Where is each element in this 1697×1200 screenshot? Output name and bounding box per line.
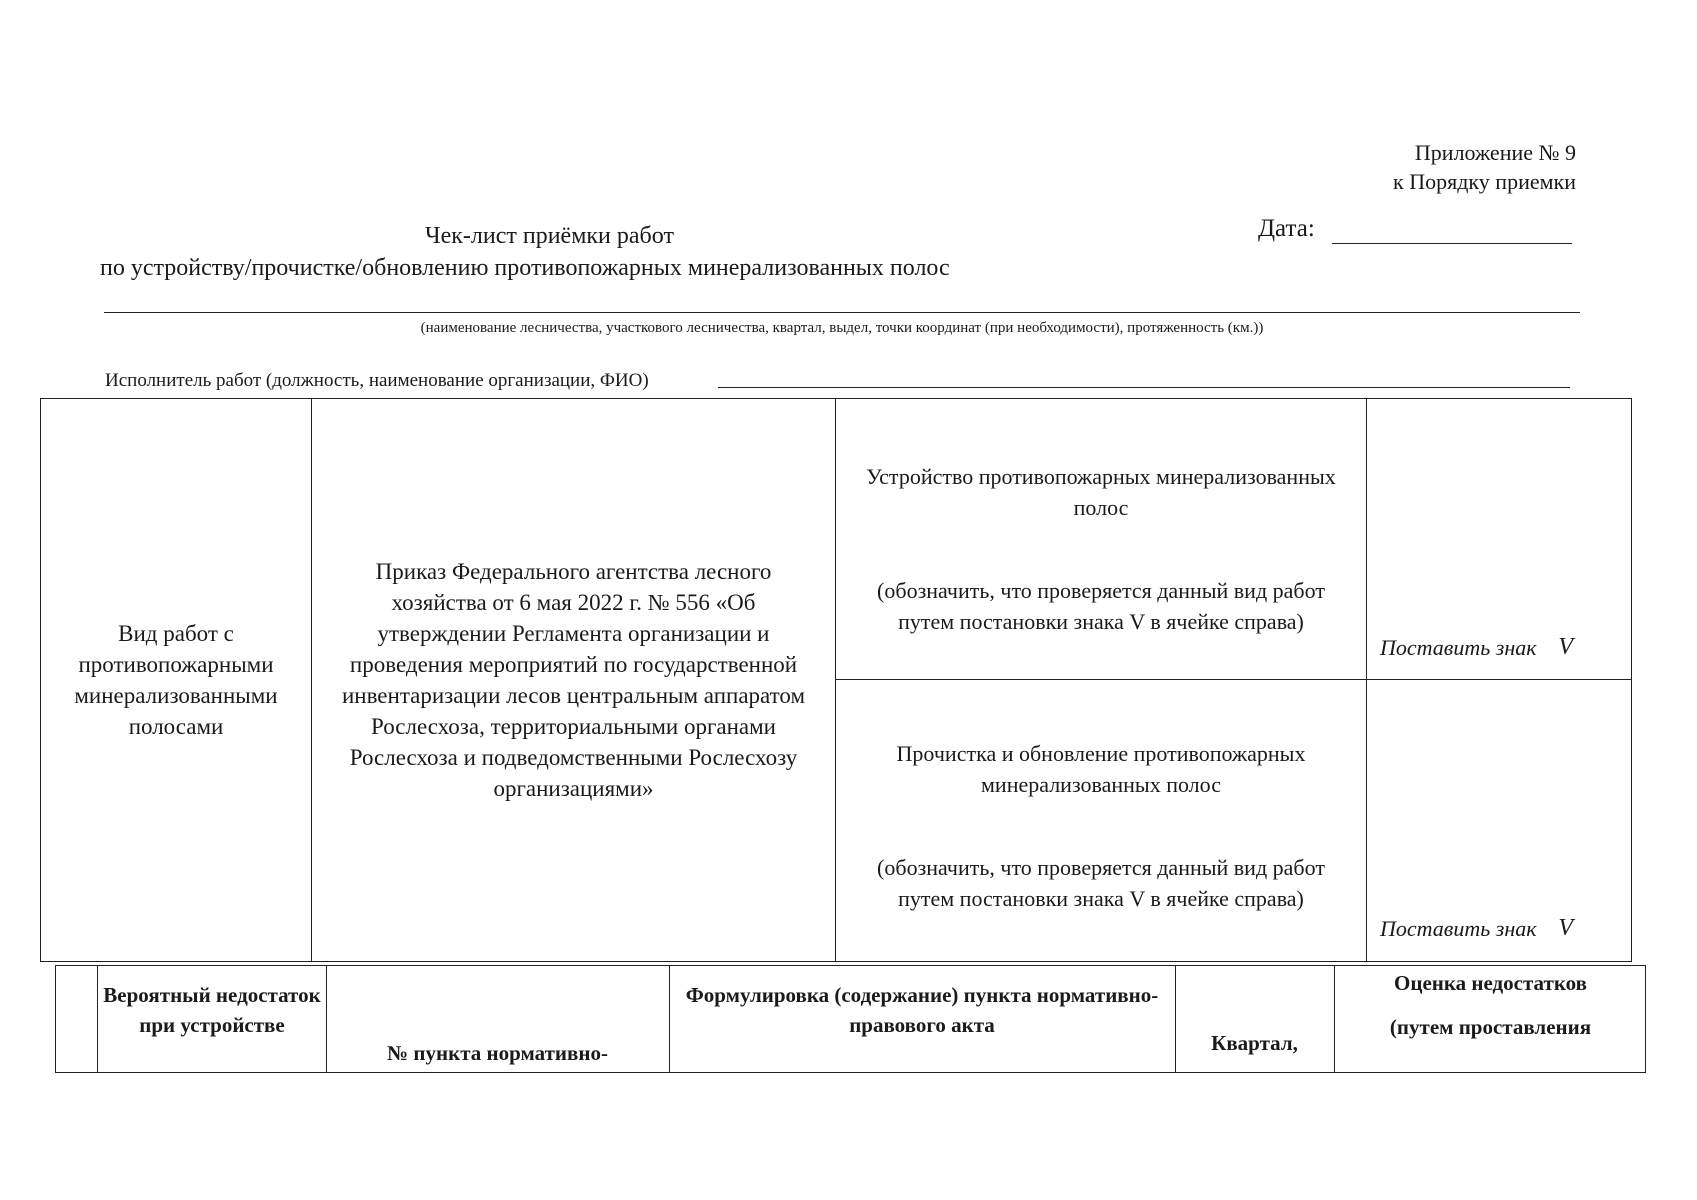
header-assessment-line-2: (путем проставления [1389, 1015, 1592, 1039]
mark-label: Поставить знак [1380, 635, 1537, 660]
work-name: Устройство противопожарных минерализованных полос [866, 464, 1336, 520]
title-line-2: по устройству/прочистке/обновлению противопожарных минерализованных полос [100, 255, 950, 281]
forestry-field[interactable] [104, 312, 1580, 313]
mark-cell-installation[interactable] [1367, 399, 1633, 679]
header-assessment-line-1: Оценка недостатков [1394, 971, 1587, 995]
title-line-1: Чек-лист приёмки работ [425, 223, 674, 249]
mark-sign: V [1558, 915, 1573, 941]
document-title [100, 220, 1140, 284]
appendix-line-2: к Порядку приемки [1393, 169, 1576, 194]
defects-table-header [55, 965, 1646, 1073]
header-point-wording: Формулировка (содержание) пункта нормативно-правового акта [685, 983, 1159, 1037]
date-label: Дата: [1258, 215, 1315, 242]
header-regulation-point: № пункта нормативно- [387, 1041, 608, 1065]
header-defect-assessment [1334, 966, 1647, 1072]
mark-cell-cleaning[interactable] [1367, 680, 1633, 960]
appendix-note [1393, 138, 1576, 196]
kind-of-work-cell [41, 399, 311, 961]
forestry-hint: (наименование лесничества, участкового лесничества, квартал, выдел, точки координат (при необходимости), протяженность (км.)) [420, 320, 1264, 336]
work-hint: (обозначить, что проверяется данный вид работ путем постановки знака V в ячейке справа) [877, 578, 1325, 634]
work-row-cleaning [836, 680, 1366, 960]
work-type-table [40, 398, 1632, 962]
work-name: Прочистка и обновление противопожарных минерализованных полос [896, 741, 1306, 797]
appendix-line-1: Приложение № 9 [1414, 140, 1576, 165]
executor-label: Исполнитель работ (должность, наименование организации, ФИО) [105, 370, 649, 391]
executor-field[interactable] [718, 387, 1570, 388]
header-probable-defect: Вероятный недостаток при устройстве [103, 983, 321, 1037]
header-quarter: Квартал, [1211, 1031, 1298, 1055]
work-hint: (обозначить, что проверяется данный вид работ путем постановки знака V в ячейке справа) [877, 855, 1325, 911]
order-text: Приказ Федерального агентства лесного хозяйства от 6 мая 2022 г. № 556 «Об утверждении Регламента организации и проведения мероприятий по государственной инвентаризации лесов центральным аппаратом Рослесхоза, территориальными органами Рослесхоза и подведомственными Рослесхозу организациями» [341, 559, 806, 801]
date-field[interactable] [1332, 243, 1572, 244]
mark-sign: V [1558, 634, 1573, 660]
work-row-installation [836, 399, 1366, 679]
kind-of-work-text: Вид работ с противопожарными минерализованными полосами [74, 621, 278, 739]
order-cell [312, 399, 835, 961]
mark-label: Поставить знак [1380, 916, 1537, 941]
